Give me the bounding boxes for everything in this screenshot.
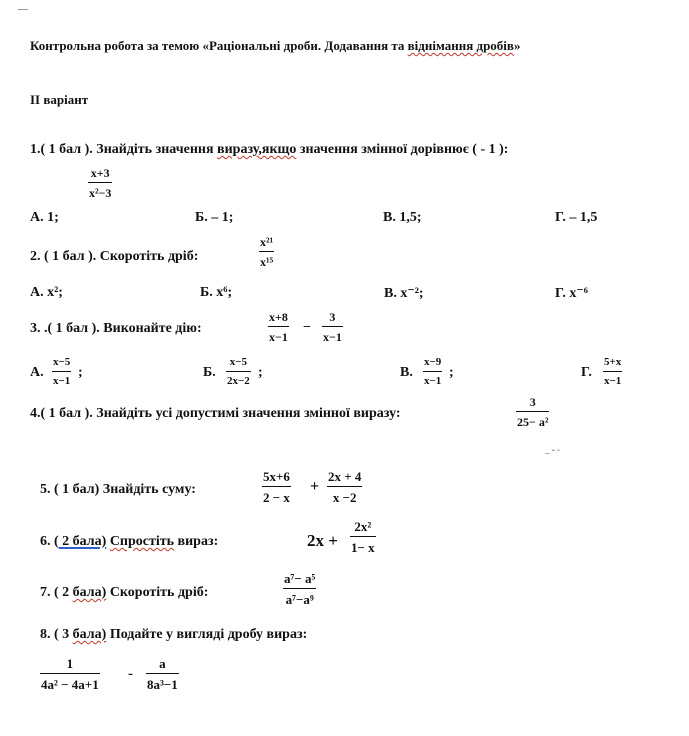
q4-fraction-denominator: 25− a² bbox=[517, 415, 549, 429]
q6-expression: 2x + bbox=[307, 531, 338, 550]
q1-fraction bbox=[88, 167, 112, 199]
q6-underlined-word: Спростіть bbox=[109, 534, 175, 549]
q3-option-c-letter: В. bbox=[400, 365, 413, 380]
q8-operator: - bbox=[128, 666, 133, 682]
q3-operator: − bbox=[303, 320, 311, 335]
q8-number: 8. ( 3 bbox=[40, 627, 73, 642]
q3-option-a-suffix: ; bbox=[78, 365, 83, 380]
q7-fraction-denominator: a⁷−a⁹ bbox=[285, 592, 314, 607]
q3-option-d-letter: Г. bbox=[581, 365, 592, 380]
q1-option-b: Б. – 1; bbox=[195, 210, 234, 225]
q1-option-a: А. 1; bbox=[30, 210, 59, 225]
q3-option-a-letter: А. bbox=[30, 365, 44, 380]
q3-option-b-suffix: ; bbox=[258, 365, 263, 380]
title-end: » bbox=[513, 38, 521, 53]
q3-fraction-2-numerator: 3 bbox=[329, 310, 336, 324]
q1-text: 1.( 1 бал ). Знайдіть значення bbox=[30, 142, 218, 157]
q8-fraction-2-denominator: 8a³−1 bbox=[147, 677, 178, 692]
q1-option-d: Г. – 1,5 bbox=[555, 210, 598, 225]
q3-option-a-fraction bbox=[52, 357, 71, 387]
q3-option-d-fraction bbox=[603, 357, 622, 387]
q5-fraction-2 bbox=[327, 470, 362, 504]
q3-fraction-2 bbox=[322, 311, 343, 343]
q2-option-d: Г. x⁻⁶ bbox=[555, 286, 588, 301]
question-6 bbox=[40, 534, 218, 550]
q3-option-b-fraction bbox=[226, 357, 251, 387]
q3-option-a-numerator: x−5 bbox=[53, 356, 71, 368]
q6-fraction bbox=[350, 520, 376, 554]
question-4: 4.( 1 бал ). Знайдіть усі допустимі значення змінної виразу: bbox=[30, 406, 401, 421]
q3-option-c-denominator: x−1 bbox=[424, 375, 442, 387]
q8-fraction-2 bbox=[146, 657, 179, 691]
variant-label: ІІ варіант bbox=[30, 92, 89, 107]
q6-fraction-numerator: 2x² bbox=[354, 519, 372, 534]
title-text: Контрольна робота за темою «Раціональні дроби. Додавання та bbox=[30, 38, 408, 53]
q2-fraction bbox=[259, 236, 274, 268]
q6-number: 6. ( bbox=[40, 534, 59, 549]
q7-fraction bbox=[283, 572, 316, 606]
q2-fraction-denominator: x¹⁵ bbox=[260, 255, 274, 269]
q1-underlined-word: виразу,якщо bbox=[217, 142, 297, 157]
q1-fraction-denominator: x²−3 bbox=[89, 186, 112, 200]
q3-fraction-1 bbox=[268, 311, 289, 343]
q6-fraction-denominator: 1− x bbox=[351, 540, 375, 555]
q8-fraction-2-numerator: a bbox=[159, 656, 166, 671]
q3-option-c-fraction bbox=[423, 357, 442, 387]
q3-fraction-2-denominator: x−1 bbox=[323, 330, 342, 344]
q5-operator: + bbox=[310, 478, 320, 495]
q5-fraction-2-numerator: 2x + 4 bbox=[328, 469, 362, 484]
q8-fraction-1 bbox=[40, 657, 100, 691]
q2-option-a: А. x²; bbox=[30, 285, 63, 300]
q2-option-b: Б. x⁶; bbox=[200, 285, 233, 300]
q1-text-end: значення змінної дорівнює ( - 1 ): bbox=[296, 142, 509, 157]
q3-option-d-numerator: 5+x bbox=[604, 356, 622, 368]
q2-option-c: В. x⁻²; bbox=[384, 286, 424, 301]
q5-fraction-1 bbox=[262, 470, 291, 504]
q3-option-c-suffix: ; bbox=[449, 365, 454, 380]
q4-fraction bbox=[516, 396, 549, 428]
q7-underlined-word: бала) bbox=[72, 585, 107, 600]
question-5: 5. ( 1 бал) Знайдіть суму: bbox=[40, 482, 196, 497]
q8-fraction-1-denominator: 4a² − 4a+1 bbox=[41, 677, 99, 692]
page-top-mark bbox=[18, 9, 28, 10]
q5-fraction-1-numerator: 5x+6 bbox=[263, 469, 290, 484]
q3-option-b-letter: Б. bbox=[203, 365, 216, 380]
question-1 bbox=[30, 142, 508, 158]
q3-fraction-1-numerator: x+8 bbox=[269, 310, 288, 324]
q8-fraction-1-numerator: 1 bbox=[66, 656, 74, 671]
q3-option-b-numerator: x−5 bbox=[229, 356, 248, 368]
q3-option-d-denominator: x−1 bbox=[604, 375, 622, 387]
q7-number: 7. ( 2 bbox=[40, 585, 73, 600]
q6-text: вираз: bbox=[174, 534, 219, 549]
q8-text: Подайте у вигляді дробу вираз: bbox=[106, 627, 308, 642]
q5-fraction-2-denominator: x −2 bbox=[332, 490, 357, 505]
q1-option-c: В. 1,5; bbox=[383, 210, 422, 225]
q3-fraction-1-denominator: x−1 bbox=[269, 330, 288, 344]
q3-option-c-numerator: x−9 bbox=[424, 356, 442, 368]
question-2: 2. ( 1 бал ). Скоротіть дріб: bbox=[30, 249, 199, 264]
question-7 bbox=[40, 585, 208, 601]
title-underlined-word: віднімання дробів bbox=[407, 38, 514, 53]
question-8 bbox=[40, 627, 307, 643]
q5-fraction-1-denominator: 2 − x bbox=[263, 490, 290, 505]
q4-fraction-numerator: 3 bbox=[529, 395, 536, 409]
q8-underlined-word: бала) bbox=[72, 627, 107, 642]
stray-marks: – ˇ ˘ bbox=[545, 448, 560, 458]
q3-option-b-denominator: 2x−2 bbox=[227, 375, 250, 387]
q2-fraction-numerator: x²¹ bbox=[260, 235, 274, 249]
question-3: 3. .( 1 бал ). Виконайте дію: bbox=[30, 321, 202, 336]
q6-points: 2 бала) bbox=[58, 534, 107, 549]
q7-fraction-numerator: a⁷− a⁵ bbox=[284, 571, 316, 586]
q1-fraction-numerator: x+3 bbox=[90, 166, 110, 180]
q3-option-a-denominator: x−1 bbox=[53, 375, 71, 387]
q7-text: Скоротіть дріб: bbox=[106, 585, 209, 600]
page-title bbox=[30, 38, 520, 54]
